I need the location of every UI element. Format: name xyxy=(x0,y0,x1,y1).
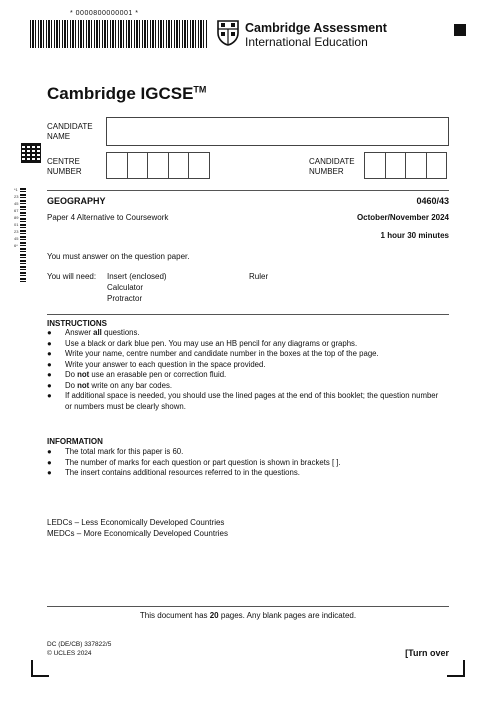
centre-digit-box[interactable] xyxy=(189,152,210,179)
need-list xyxy=(107,271,167,304)
cambridge-logo xyxy=(217,20,387,50)
crop-mark xyxy=(447,675,465,677)
barcode-number: * 0000800000001 * xyxy=(70,10,139,17)
divider xyxy=(47,606,449,607)
side-barcode xyxy=(20,186,26,282)
list-item: ● Write your name, centre number and candidate number in the boxes at the top of the page. xyxy=(47,349,379,358)
document-reference: DC (DE/CB) 337822/5 © UCLES 2024 xyxy=(47,641,112,657)
candidate-digit-box[interactable] xyxy=(427,152,448,179)
need-item: Insert (enclosed) xyxy=(107,272,167,281)
abbreviations xyxy=(47,517,228,539)
information-list xyxy=(47,447,442,479)
candidate-number-label: CANDIDATE NUMBER xyxy=(309,157,355,176)
list-item: ● Write your answer to each question in the space provided. xyxy=(47,359,266,369)
crop-mark xyxy=(31,660,33,676)
centre-digit-box[interactable] xyxy=(106,152,128,179)
logo-line2: International Education xyxy=(245,35,368,49)
turn-over: [Turn over xyxy=(405,648,449,658)
list-item: ● Do not write on any bar codes. xyxy=(47,380,173,390)
paper-description: Paper 4 Alternative to Coursework xyxy=(47,213,169,222)
crop-mark xyxy=(463,660,465,676)
centre-digit-box[interactable] xyxy=(148,152,169,179)
divider xyxy=(47,190,449,191)
crop-mark xyxy=(31,675,49,677)
answer-note: You must answer on the question paper. xyxy=(47,252,190,261)
instructions-list xyxy=(47,328,442,412)
need-item: Protractor xyxy=(107,294,143,303)
exam-session: October/November 2024 xyxy=(356,213,449,222)
paper-code: 0460/43 xyxy=(416,196,449,206)
list-item: ● Do not use an erasable pen or correction fluid. xyxy=(47,370,227,379)
barcode xyxy=(30,20,208,48)
list-item: ● The number of marks for each question or part question is shown in brackets [ ]. xyxy=(47,457,341,467)
list-item: ● The insert contains additional resources referred to in the questions. xyxy=(47,468,300,477)
candidate-digit-box[interactable] xyxy=(406,152,427,179)
need-item: Calculator xyxy=(107,283,144,292)
candidate-name-field[interactable] xyxy=(106,117,449,146)
list-item: ● The total mark for this paper is 60. xyxy=(47,447,184,456)
need-label: You will need: xyxy=(47,272,97,281)
centre-number-label: CENTRE NUMBER xyxy=(47,157,82,176)
exam-duration: 1 hour 30 minutes xyxy=(380,231,449,240)
list-item: ● Use a black or dark blue pen. You may use an HB pencil for any diagrams or graphs. xyxy=(47,338,358,348)
need-extra: Ruler xyxy=(249,272,269,281)
centre-number-field[interactable] xyxy=(106,152,210,179)
candidate-number-field[interactable] xyxy=(364,152,447,179)
information-heading: INFORMATION xyxy=(47,437,103,446)
list-item: ● If additional space is needed, you should use the lined pages at the end of this booklet; the question number or numbers must be clearly shown. xyxy=(47,391,439,411)
centre-digit-box[interactable] xyxy=(169,152,190,179)
abbreviation-item: LEDCs – Less Economically Developed Countries xyxy=(47,518,225,527)
abbreviation-item: MEDCs – More Economically Developed Countries xyxy=(47,529,228,538)
candidate-digit-box[interactable] xyxy=(364,152,386,179)
crest-icon xyxy=(217,20,239,46)
page-count-note: This document has 20 pages. Any blank pages are indicated. xyxy=(139,611,357,620)
candidate-digit-box[interactable] xyxy=(386,152,407,179)
subject: GEOGRAPHY xyxy=(47,196,106,206)
instructions-heading: INSTRUCTIONS xyxy=(47,319,107,328)
divider xyxy=(47,314,449,315)
logo-line1: Cambridge Assessment xyxy=(245,21,387,35)
side-barcode-number: *1234567890123456* xyxy=(14,187,19,248)
qr-code xyxy=(22,144,40,162)
candidate-name-label: CANDIDATE NAME xyxy=(47,122,93,141)
centre-digit-box[interactable] xyxy=(128,152,149,179)
corner-marker xyxy=(454,24,466,36)
page-title: Cambridge IGCSE™ xyxy=(47,84,207,103)
list-item: ● Answer all questions. xyxy=(47,328,140,337)
